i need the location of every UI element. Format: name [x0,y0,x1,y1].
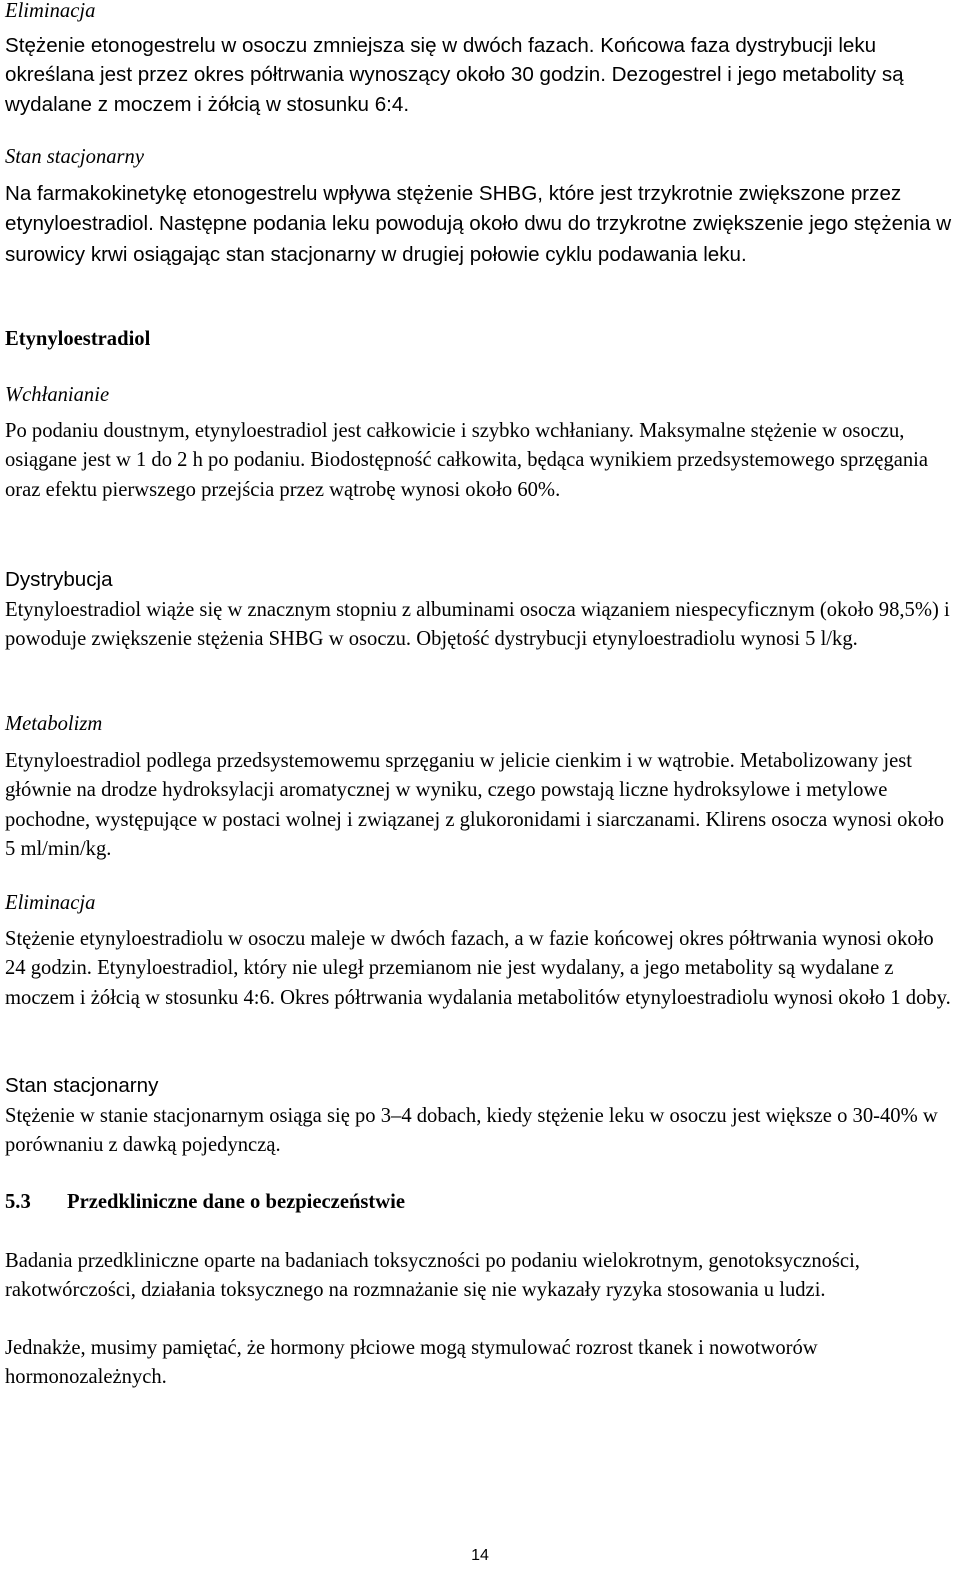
paragraph-przedkliniczne-2: Jednakże, musimy pamiętać, że hormony płciowe mogą stymulować rozrost tkanek i nowotworów hormonozależnych. [5,1337,818,1389]
paragraph-stan-stacjonarny-2: Stężenie w stanie stacjonarnym osiąga się po 3–4 dobach, kiedy stężenie leku w osoczu jest większe o 30-40% w porównaniu z dawką pojedynczą. [5,1105,938,1157]
stan1-sans-sentence: Na farmakokinetykę etonogestrelu wpływa stężenie SHBG, które jest trzykrotnie zwiększone przez etynyloestradiol. [5,182,902,236]
heading-eliminacja-2: Eliminacja [5,892,96,914]
paragraph-stan-stacjonarny-1 [5,179,955,270]
section-title: Przedkliniczne dane o bezpieczeństwie [67,1191,406,1213]
paragraph-metabolizm: Etynyloestradiol podlega przedsystemowemu sprzęganiu w jelicie cienkim i w wątrobie. Metabolizowany jest głównie na drodze hydroksylacji aromatycznej w wyniku, czego powstają liczne hydroksylowe i metylowe pochodne, występujące w postaci wolnej i związanej z glukoronidami i siarczanami. Klirens osocza wynosi około 5 ml/min/kg. [5,750,945,860]
heading-etynyloestradiol: Etynyloestradiol [5,328,151,350]
paragraph-przedkliniczne-1: Badania przedkliniczne oparte na badaniach toksyczności po podaniu wielokrotnym, genotoksyczności, rakotwórczości, działania toksycznego na rozmnażanie się nie wykazały ryzyka stosowania u ludzi. [5,1250,860,1302]
page-number: 14 [471,1547,489,1564]
heading-metabolizm: Metabolizm [5,713,103,735]
heading-wchlanianie: Wchłanianie [5,384,110,406]
heading-stan-stacjonarny-2: Stan stacjonarny [5,1074,159,1097]
paragraph-wchlanianie: Po podaniu doustnym, etynyloestradiol jest całkowicie i szybko wchłaniany. Maksymalne stężenie w osoczu, osiągane jest w 1 do 2 h po podaniu. Biodostępność całkowita, będąca wynikiem przedsystemowego sprzęgania oraz efektu pierwszego przejścia przez wątrobę wynosi około 60%. [5,420,929,501]
paragraph-dystrybucja: Etynyloestradiol wiąże się w znacznym stopniu z albuminami osocza wiązaniem niespecyficznym (około 98,5%) i powoduje zwiększenie stężenia SHBG w osoczu. Objętość dystrybucji etynyloestradiolu wynosi 5 l/kg. [5,599,950,651]
heading-dystrybucja: Dystrybucja [5,568,113,591]
section-number: 5.3 [5,1191,31,1213]
heading-eliminacja-1: Eliminacja [5,0,96,22]
paragraph-eliminacja-1: Stężenie etonogestrelu w osoczu zmniejsza się w dwóch fazach. Końcowa faza dystrybucji leku określana jest przez okres półtrwania wynoszący około 30 godzin. Dezogestrel i jego metabolity są wydalane z moczem i żółcią w stosunku 6:4. [5,34,904,116]
section-heading-5-3 [5,1188,955,1217]
stan1-second-sentence: Następne podania leku powodują około dwu do trzykrotne zwiększenie jego stężenia w surowicy krwi osiągając stan stacjonarny w drugiej połowie cyklu podawania leku. [5,212,952,266]
heading-stan-stacjonarny-1: Stan stacjonarny [5,146,144,168]
paragraph-eliminacja-2: Stężenie etynyloestradiolu w osoczu maleje w dwóch fazach, a w fazie końcowej okres półtrwania wynosi około 24 godzin. Etynyloestradiol, który nie uległ przemianom nie jest wydalany, a jego metabolity są wydalane z moczem i żółcią w stosunku 4:6. Okres półtrwania wydalania metabolitów etynyloestradiolu wynosi około 1 doby. [5,928,951,1009]
